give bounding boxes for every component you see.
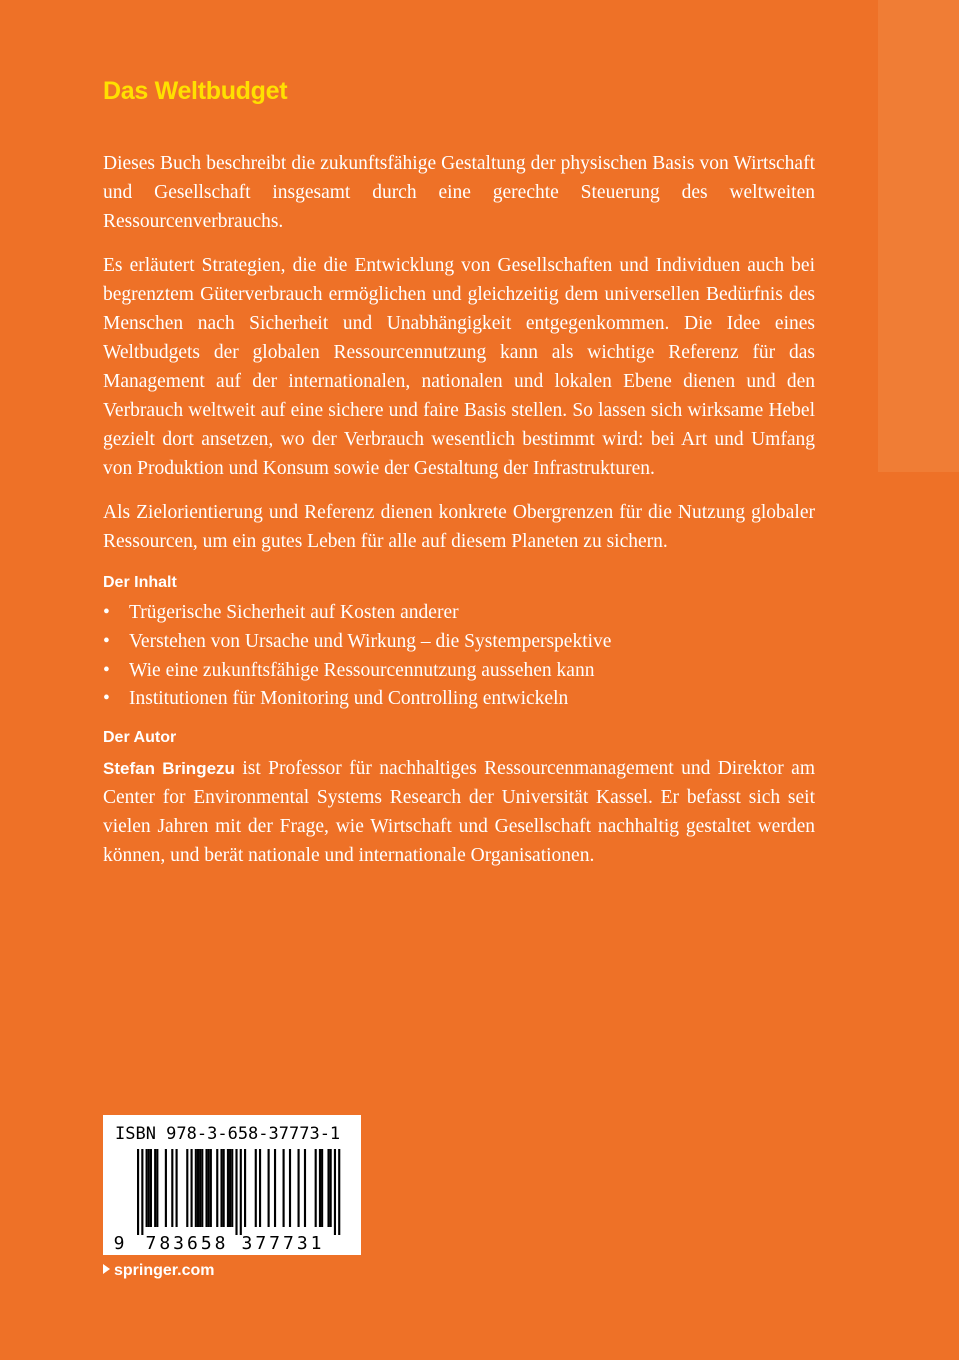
list-item-text: Verstehen von Ursache und Wirkung – die Systemperspektive xyxy=(129,630,612,652)
barcode-bar xyxy=(327,1149,329,1227)
publisher-link[interactable] xyxy=(103,1262,214,1280)
barcode-bar xyxy=(186,1149,188,1227)
barcode-bar xyxy=(156,1149,158,1227)
barcode-bar xyxy=(229,1149,231,1227)
barcode-bar xyxy=(235,1149,237,1235)
barcode-bar xyxy=(240,1149,242,1235)
barcode-bar xyxy=(146,1149,148,1227)
barcode-bar xyxy=(195,1149,197,1227)
ean-right-digits: 377731 xyxy=(241,1233,325,1254)
list-item-text: Institutionen für Monitoring und Controlling entwickeln xyxy=(129,688,569,710)
bullet-icon: • xyxy=(103,602,110,623)
author-name: Stefan Bringezu xyxy=(103,759,235,779)
barcode-bar xyxy=(255,1149,257,1227)
barcode-bar xyxy=(259,1149,261,1227)
barcode-bar xyxy=(315,1149,317,1227)
barcode-bar xyxy=(176,1149,178,1227)
list-item-text: Wie eine zukunftsfähige Ressourcennutzung aussehen kann xyxy=(129,659,595,681)
bullet-icon: • xyxy=(103,630,110,652)
description-paragraph-2: Es erläutert Strategien, die die Entwicklung von Gesellschaften und Individuen auch bei begrenztem Güterverbrauch ermöglichen und gleichzeitig dem universellen Bedürfnis des Menschen nach Sicherheit und Unabhängigkeit entgegenkommen. Die Idee eines Weltbudgets der globalen Ressourcennutzung kann als wichtige Referenz für das Management auf der internationalen, nationalen und lokalen Ebene dienen und den Verbrauch weltweit auf eine sichere und faire Basis stellen. So lassen sich wirksame Hebel gezielt dort ansetzen, wo der Verbrauch wesentlich bestimmt wird: bei Art und Umfang von Produktion und Konsum sowie der Gestaltung der Infrastrukturen. xyxy=(103,255,815,479)
barcode-bars xyxy=(137,1149,340,1235)
barcode-bar xyxy=(223,1149,225,1227)
barcode-bar xyxy=(220,1149,222,1227)
barcode-bar xyxy=(191,1149,193,1227)
barcode-bar xyxy=(165,1149,167,1227)
barcode-graphic xyxy=(103,1115,361,1255)
barcode-bar xyxy=(304,1149,306,1227)
barcode-bar xyxy=(201,1149,203,1227)
author-heading: Der Autor xyxy=(103,729,177,747)
description-paragraph-3: Als Zielorientierung und Referenz dienen konkrete Obergrenzen für die Nutzung globaler Ressourcen, um ein gutes Leben für alle auf diesem Planeten zu sichern. xyxy=(103,502,815,552)
barcode-bar xyxy=(137,1149,139,1235)
publisher-link-text: springer.com xyxy=(114,1262,215,1279)
barcode-bar xyxy=(319,1149,321,1227)
list-item xyxy=(103,685,815,714)
isbn-label: ISBN 978-3-658-37773-1 xyxy=(115,1124,341,1144)
list-item xyxy=(103,628,815,657)
barcode-bar xyxy=(227,1149,229,1227)
bullet-icon: • xyxy=(103,659,110,681)
barcode-bar xyxy=(208,1149,210,1227)
barcode-bar xyxy=(141,1149,143,1235)
book-title: Das Weltbudget xyxy=(103,77,288,105)
ean-first-digit: 9 xyxy=(113,1233,125,1254)
author-bio-text: ist Professor für nachhaltiges Ressourcenmanagement und Direktor am Center for Environmental Systems Research der Universität Kassel. Er befasst sich seit vielen Jahren mit der Frage, wie Wirtschaft und Gesellschaft nachhaltig gestaltet werden können, und berät nationale und internationale Organisationen. xyxy=(103,758,815,867)
barcode-bar xyxy=(216,1149,218,1227)
barcode-bar xyxy=(231,1149,233,1227)
barcode-bar xyxy=(274,1149,276,1227)
barcode-bar xyxy=(148,1149,150,1227)
description-paragraph-1: Dieses Buch beschreibt die zukunftsfähige Gestaltung der physischen Basis von Wirtschaft und Gesellschaft insgesamt durch eine gerechte Steuerung des weltweiten Ressourcenverbrauchs. xyxy=(103,153,815,232)
barcode-bar xyxy=(210,1149,212,1227)
barcode-bar xyxy=(244,1149,246,1227)
author-bio xyxy=(103,754,815,870)
barcode-bar xyxy=(150,1149,152,1227)
barcode-bar xyxy=(154,1149,156,1227)
barcode-bar xyxy=(321,1149,323,1227)
arrow-right-icon xyxy=(103,1264,110,1274)
barcode-bar xyxy=(289,1149,291,1227)
bullet-icon: • xyxy=(103,688,110,710)
contents-list xyxy=(103,599,815,714)
barcode-bar xyxy=(283,1149,285,1227)
barcode-bar xyxy=(199,1149,201,1227)
list-item xyxy=(103,657,815,686)
list-item-text: Trügerische Sicherheit auf Kosten anderer xyxy=(129,602,459,623)
contents-heading: Der Inhalt xyxy=(103,574,177,591)
isbn-barcode xyxy=(103,1115,361,1255)
barcode-bar xyxy=(171,1149,173,1227)
barcode-bar xyxy=(205,1149,207,1227)
ean-left-digits: 783658 xyxy=(145,1233,229,1254)
back-cover-content xyxy=(103,72,815,870)
barcode-bar xyxy=(197,1149,199,1227)
spine-shade xyxy=(878,0,959,472)
barcode-bar xyxy=(268,1149,270,1227)
barcode-bar xyxy=(330,1149,332,1227)
barcode-bar xyxy=(338,1149,340,1235)
barcode-bar xyxy=(298,1149,300,1227)
list-item xyxy=(103,599,815,628)
barcode-bar xyxy=(334,1149,336,1235)
